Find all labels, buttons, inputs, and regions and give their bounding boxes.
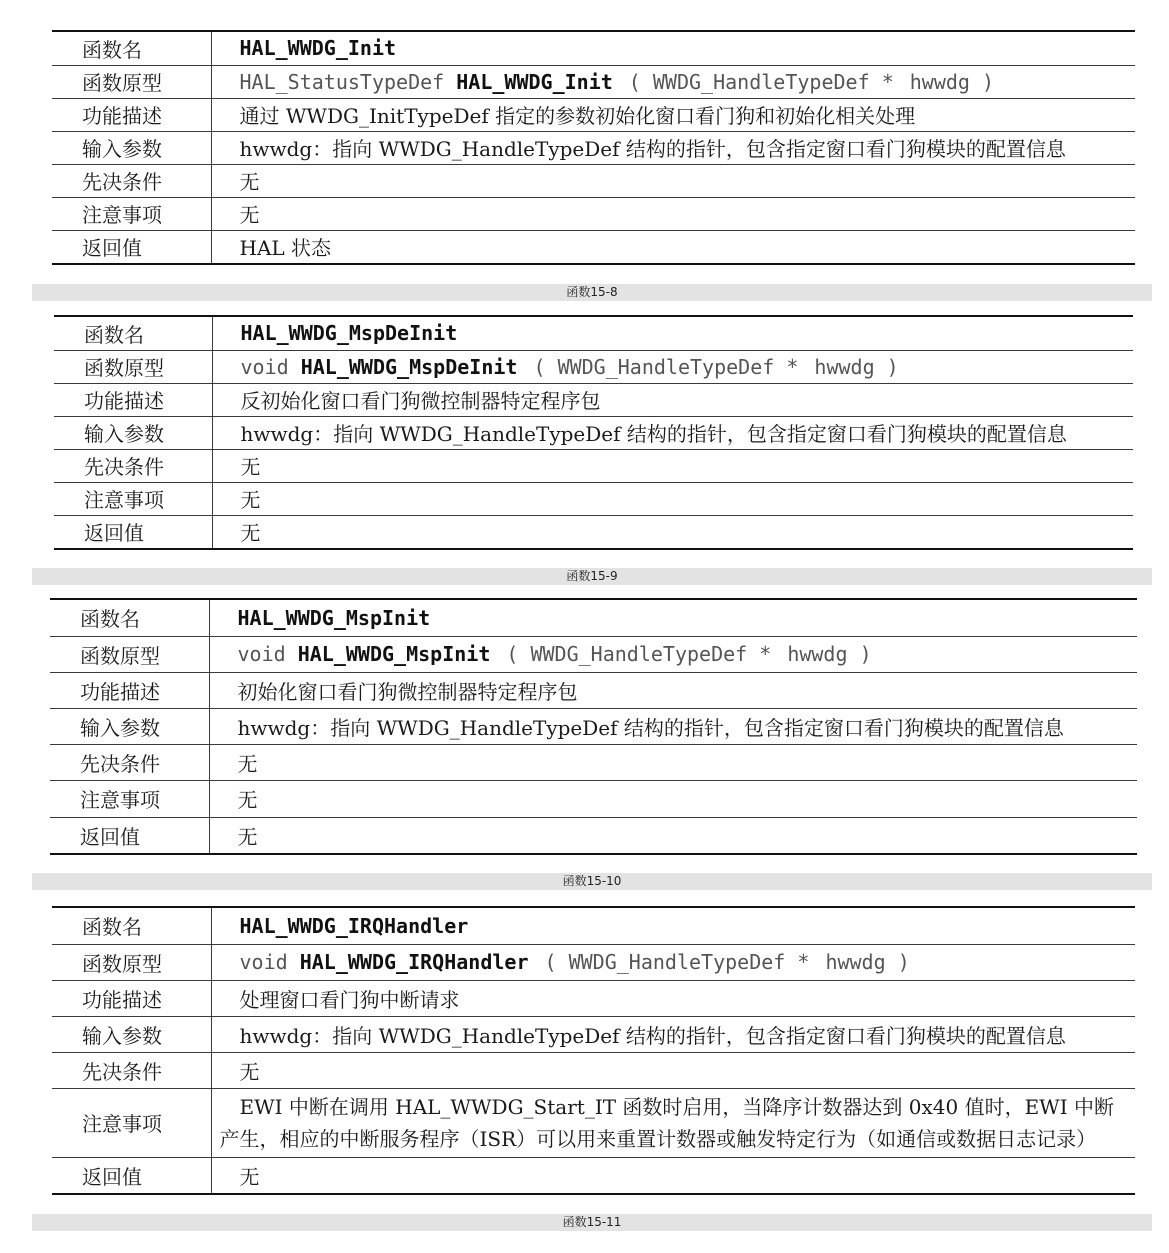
label-description: 功能描述 — [50, 672, 209, 708]
label-precondition: 先决条件 — [54, 449, 212, 482]
row-prototype — [54, 350, 1133, 383]
row-prototype — [50, 636, 1137, 672]
label-function-name: 函数名 — [54, 316, 212, 350]
row-input — [50, 708, 1137, 744]
notes-line-1: EWI 中断在调用 HAL_WWDG_Start_IT 函数时启用，当降序计数器达到 0x40 值时，EWI 中断 — [239, 1094, 1115, 1119]
notes-value: 无 — [209, 780, 1137, 817]
description-value: 处理窗口看门狗中断请求 — [211, 980, 1135, 1016]
row-function-name — [54, 316, 1133, 350]
prototype-value: void HAL_WWDG_MspDeInit ( WWDG_HandleTypeDef * hwwdg ) — [212, 350, 1133, 383]
label-notes: 注意事项 — [50, 780, 209, 817]
function-name-value: HAL_WWDG_Init — [211, 31, 1135, 65]
row-return — [54, 515, 1133, 549]
input-value: hwwdg：指向 WWDG_HandleTypeDef 结构的指针，包含指定窗口看门狗模块的配置信息 — [212, 416, 1133, 449]
description-value: 反初始化窗口看门狗微控制器特定程序包 — [212, 383, 1133, 416]
label-input: 输入参数 — [52, 131, 211, 164]
label-notes: 注意事项 — [52, 1088, 211, 1157]
row-description — [54, 383, 1133, 416]
row-notes — [52, 197, 1135, 230]
row-return — [52, 230, 1135, 264]
caption-function-15-9: 函数15-9 — [32, 568, 1152, 585]
row-description — [52, 980, 1135, 1016]
description-value: 初始化窗口看门狗微控制器特定程序包 — [209, 672, 1137, 708]
label-description: 功能描述 — [54, 383, 212, 416]
label-prototype: 函数原型 — [52, 944, 211, 980]
input-value: hwwdg：指向 WWDG_HandleTypeDef 结构的指针，包含指定窗口看门狗模块的配置信息 — [211, 1016, 1135, 1052]
label-input: 输入参数 — [50, 708, 209, 744]
label-input: 输入参数 — [54, 416, 212, 449]
row-notes — [54, 482, 1133, 515]
row-return — [50, 817, 1137, 854]
row-precondition — [52, 164, 1135, 197]
label-description: 功能描述 — [52, 98, 211, 131]
row-description — [50, 672, 1137, 708]
return-value: 无 — [209, 817, 1137, 854]
return-value: HAL 状态 — [211, 230, 1135, 264]
caption-function-15-11: 函数15-11 — [32, 1214, 1152, 1231]
function-name-value: HAL_WWDG_MspInit — [209, 599, 1137, 636]
notes-value — [211, 1088, 1135, 1157]
precondition-value: 无 — [209, 744, 1137, 780]
notes-line-2: 产生，相应的中断服务程序（ISR）可以用来重置计数器或触发特定行为（如通信或数据日志记录） — [219, 1126, 1097, 1151]
label-notes: 注意事项 — [54, 482, 212, 515]
label-function-name: 函数名 — [52, 31, 211, 65]
label-return: 返回值 — [52, 230, 211, 264]
label-return: 返回值 — [50, 817, 209, 854]
label-description: 功能描述 — [52, 980, 211, 1016]
function-table-hal-wwdg-mspinit — [50, 598, 1137, 855]
input-value: hwwdg：指向 WWDG_HandleTypeDef 结构的指针，包含指定窗口看门狗模块的配置信息 — [211, 131, 1135, 164]
label-precondition: 先决条件 — [52, 164, 211, 197]
label-return: 返回值 — [52, 1157, 211, 1194]
row-notes — [52, 1088, 1135, 1157]
function-table-hal-wwdg-mspdeinit — [54, 315, 1133, 550]
row-input — [52, 131, 1135, 164]
description-value: 通过 WWDG_InitTypeDef 指定的参数初始化窗口看门狗和初始化相关处理 — [211, 98, 1135, 131]
precondition-value: 无 — [211, 1052, 1135, 1088]
label-function-name: 函数名 — [50, 599, 209, 636]
row-precondition — [50, 744, 1137, 780]
notes-value: 无 — [212, 482, 1133, 515]
row-return — [52, 1157, 1135, 1194]
label-prototype: 函数原型 — [54, 350, 212, 383]
notes-value: 无 — [211, 197, 1135, 230]
return-value: 无 — [212, 515, 1133, 549]
caption-function-15-10: 函数15-10 — [32, 873, 1152, 890]
row-precondition — [52, 1052, 1135, 1088]
return-value: 无 — [211, 1157, 1135, 1194]
label-return: 返回值 — [54, 515, 212, 549]
row-function-name — [50, 599, 1137, 636]
row-function-name — [52, 31, 1135, 65]
label-prototype: 函数原型 — [52, 65, 211, 98]
input-value: hwwdg：指向 WWDG_HandleTypeDef 结构的指针，包含指定窗口看门狗模块的配置信息 — [209, 708, 1137, 744]
row-precondition — [54, 449, 1133, 482]
row-prototype — [52, 65, 1135, 98]
label-prototype: 函数原型 — [50, 636, 209, 672]
row-function-name — [52, 907, 1135, 944]
row-input — [52, 1016, 1135, 1052]
precondition-value: 无 — [212, 449, 1133, 482]
prototype-value: HAL_StatusTypeDef HAL_WWDG_Init ( WWDG_HandleTypeDef * hwwdg ) — [211, 65, 1135, 98]
label-input: 输入参数 — [52, 1016, 211, 1052]
label-notes: 注意事项 — [52, 197, 211, 230]
function-table-hal-wwdg-irqhandler — [52, 906, 1135, 1195]
prototype-value: void HAL_WWDG_IRQHandler ( WWDG_HandleTypeDef * hwwdg ) — [211, 944, 1135, 980]
row-description — [52, 98, 1135, 131]
caption-function-15-8: 函数15-8 — [32, 284, 1152, 301]
row-prototype — [52, 944, 1135, 980]
precondition-value: 无 — [211, 164, 1135, 197]
label-function-name: 函数名 — [52, 907, 211, 944]
label-precondition: 先决条件 — [50, 744, 209, 780]
function-name-value: HAL_WWDG_IRQHandler — [211, 907, 1135, 944]
prototype-value: void HAL_WWDG_MspInit ( WWDG_HandleTypeDef * hwwdg ) — [209, 636, 1137, 672]
row-input — [54, 416, 1133, 449]
function-table-hal-wwdg-init — [52, 30, 1135, 265]
function-name-value: HAL_WWDG_MspDeInit — [212, 316, 1133, 350]
row-notes — [50, 780, 1137, 817]
label-precondition: 先决条件 — [52, 1052, 211, 1088]
